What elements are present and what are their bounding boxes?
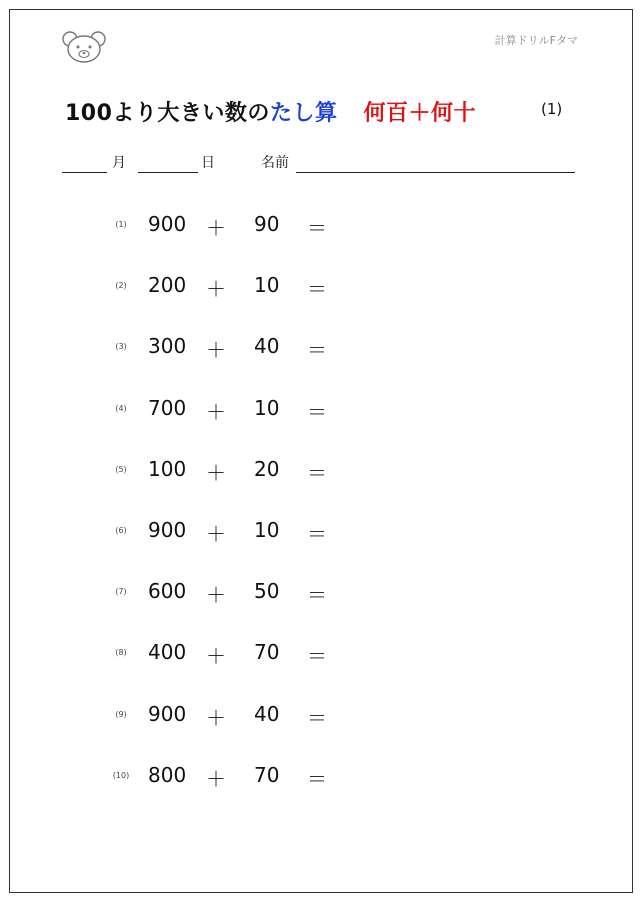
second-operand: 40 bbox=[254, 701, 280, 726]
problem-number: (5) bbox=[115, 464, 127, 474]
second-operand: 40 bbox=[254, 334, 280, 359]
equals-sign: ＝ bbox=[307, 277, 327, 302]
problem-row bbox=[0, 334, 644, 364]
problem-number: (4) bbox=[115, 403, 127, 413]
second-operand: 90 bbox=[254, 212, 280, 236]
problem-number: (6) bbox=[115, 526, 127, 535]
title-part2: たし算 bbox=[269, 101, 338, 126]
plus-sign: ＋ bbox=[206, 766, 226, 791]
equals-sign: ＝ bbox=[307, 338, 327, 363]
plus-sign: ＋ bbox=[206, 277, 226, 302]
second-operand: 10 bbox=[254, 518, 280, 542]
problem-number: (7) bbox=[115, 587, 127, 597]
name-line bbox=[296, 172, 575, 173]
page-title bbox=[65, 96, 476, 127]
problem-row bbox=[0, 579, 644, 609]
problem-number: (1) bbox=[115, 220, 127, 229]
plus-sign: ＋ bbox=[206, 216, 226, 240]
equals-sign: ＝ bbox=[307, 766, 327, 791]
problem-number: (3) bbox=[115, 342, 127, 352]
plus-sign: ＋ bbox=[206, 338, 226, 363]
title-part3: 何百＋何十 bbox=[363, 101, 476, 126]
day-label: 日 bbox=[201, 155, 215, 171]
first-operand: 900 bbox=[148, 518, 187, 542]
first-operand: 300 bbox=[148, 334, 187, 359]
brand-label: 計算ドリルFタマ bbox=[494, 34, 578, 47]
equals-sign: ＝ bbox=[307, 460, 327, 485]
plus-sign: ＋ bbox=[206, 460, 226, 485]
first-operand: 200 bbox=[148, 273, 187, 298]
problem-row bbox=[0, 702, 644, 732]
plus-sign: ＋ bbox=[206, 644, 226, 669]
first-operand: 800 bbox=[148, 762, 187, 787]
equals-sign: ＝ bbox=[307, 705, 327, 730]
second-operand: 70 bbox=[254, 762, 280, 787]
problem-number: (9) bbox=[115, 709, 127, 719]
month-line bbox=[62, 172, 107, 173]
first-operand: 900 bbox=[148, 701, 187, 726]
name-label: 名前 bbox=[261, 155, 289, 171]
problem-row bbox=[0, 212, 644, 242]
second-operand: 50 bbox=[254, 579, 280, 604]
equals-sign: ＝ bbox=[307, 216, 327, 240]
bear-logo-icon bbox=[60, 30, 108, 64]
problem-row bbox=[0, 640, 644, 670]
equals-sign: ＝ bbox=[307, 644, 327, 669]
first-operand: 100 bbox=[148, 456, 187, 481]
second-operand: 70 bbox=[254, 640, 280, 665]
first-operand: 700 bbox=[148, 395, 187, 420]
plus-sign: ＋ bbox=[206, 583, 226, 608]
issue-number: (1) bbox=[541, 100, 563, 118]
equals-sign: ＝ bbox=[307, 583, 327, 608]
title-part1: 100より大きい数の bbox=[65, 101, 270, 126]
problem-row bbox=[0, 518, 644, 548]
problem-number: (8) bbox=[115, 648, 127, 658]
first-operand: 400 bbox=[148, 640, 187, 665]
second-operand: 20 bbox=[254, 456, 280, 481]
problem-number: (2) bbox=[115, 281, 127, 291]
problem-row bbox=[0, 396, 644, 426]
first-operand: 600 bbox=[148, 579, 187, 604]
equals-sign: ＝ bbox=[307, 399, 327, 424]
equals-sign: ＝ bbox=[307, 522, 327, 546]
plus-sign: ＋ bbox=[206, 522, 226, 546]
second-operand: 10 bbox=[254, 395, 280, 420]
month-label: 月 bbox=[112, 155, 126, 171]
problem-row bbox=[0, 273, 644, 303]
problem-row bbox=[0, 763, 644, 793]
second-operand: 10 bbox=[254, 273, 280, 298]
problem-row bbox=[0, 457, 644, 487]
problem-number: (10) bbox=[112, 770, 130, 780]
worksheet-frame bbox=[9, 9, 633, 893]
plus-sign: ＋ bbox=[206, 399, 226, 424]
day-line bbox=[138, 172, 198, 173]
plus-sign: ＋ bbox=[206, 705, 226, 730]
first-operand: 900 bbox=[148, 212, 187, 236]
